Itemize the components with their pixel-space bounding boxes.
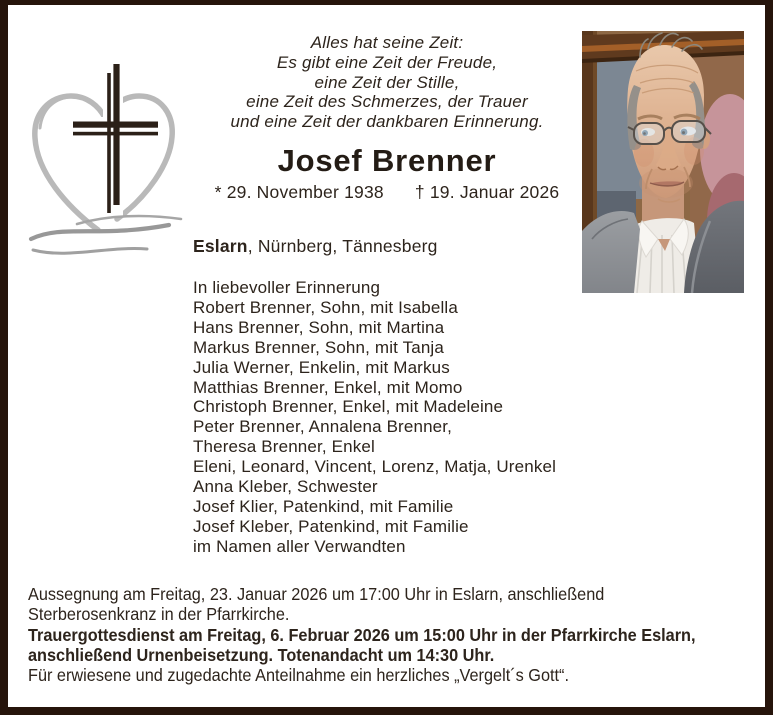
announcement-line: Aussegnung am Freitag, 23. Januar 2026 um 17:00 Uhr in Eslarn, anschließend [28, 584, 605, 604]
list-item: Josef Klier, Patenkind, mit Familie [193, 496, 454, 516]
list-item: Josef Kleber, Patenkind, mit Familie [193, 516, 469, 536]
place-secondary: , Nürnberg, Tännesberg [247, 236, 438, 256]
mourners-list [193, 278, 556, 557]
poem-line: Alles hat seine Zeit: [310, 33, 464, 52]
announcement-line: anschließend Urnenbeisetzung. Totenandacht um 14:30 Uhr. [28, 644, 495, 665]
list-item: Julia Werner, Enkelin, mit Markus [193, 357, 450, 377]
death-date: † 19. Januar 2026 [414, 181, 560, 202]
announcements-block [28, 584, 773, 685]
poem-line: Es gibt eine Zeit der Freude, [276, 52, 498, 72]
list-item: Hans Brenner, Sohn, mit Martina [193, 317, 445, 337]
list-item: Eleni, Leonard, Vincent, Lorenz, Matja, Urenkel [193, 457, 556, 477]
list-item: Matthias Brenner, Enkel, mit Momo [193, 377, 463, 397]
announcement-line: Für erwiesene und zugedachte Anteilnahme ein herzliches „Vergelt´s Gott“. [28, 665, 569, 686]
life-dates [185, 182, 589, 203]
header-block [185, 33, 589, 203]
heart-cross-waves-emblem [20, 58, 190, 270]
poem-line: und eine Zeit der dankbaren Erinnerung. [230, 112, 544, 132]
list-item: In liebevoller Erinnerung [193, 278, 381, 297]
list-item: im Namen aller Verwandten [193, 536, 406, 556]
list-item: Theresa Brenner, Enkel [193, 437, 375, 457]
deceased-name: Josef Brenner [277, 142, 497, 178]
list-item: Christoph Brenner, Enkel, mit Madeleine [193, 397, 504, 417]
waves-icon [31, 216, 181, 253]
list-item: Markus Brenner, Sohn, mit Tanja [193, 337, 444, 357]
announcement-line: Trauergottesdienst am Freitag, 6. Februar 2026 um 15:00 Uhr in der Pfarrkirche Eslarn, [28, 624, 696, 645]
list-item: Peter Brenner, Annalena Brenner, [193, 417, 453, 437]
poem-line: eine Zeit des Schmerzes, der Trauer [246, 92, 528, 112]
places-line [193, 236, 438, 257]
list-item: Robert Brenner, Sohn, mit Isabella [193, 297, 458, 317]
place-primary: Eslarn [193, 236, 248, 256]
poem-line: eine Zeit der Stille, [314, 72, 460, 92]
list-item: Anna Kleber, Schwester [193, 477, 378, 497]
birth-date: * 29. November 1938 [214, 181, 384, 202]
portrait-photo [582, 31, 744, 293]
announcement-line: Sterberosenkranz in der Pfarrkirche. [28, 604, 290, 625]
